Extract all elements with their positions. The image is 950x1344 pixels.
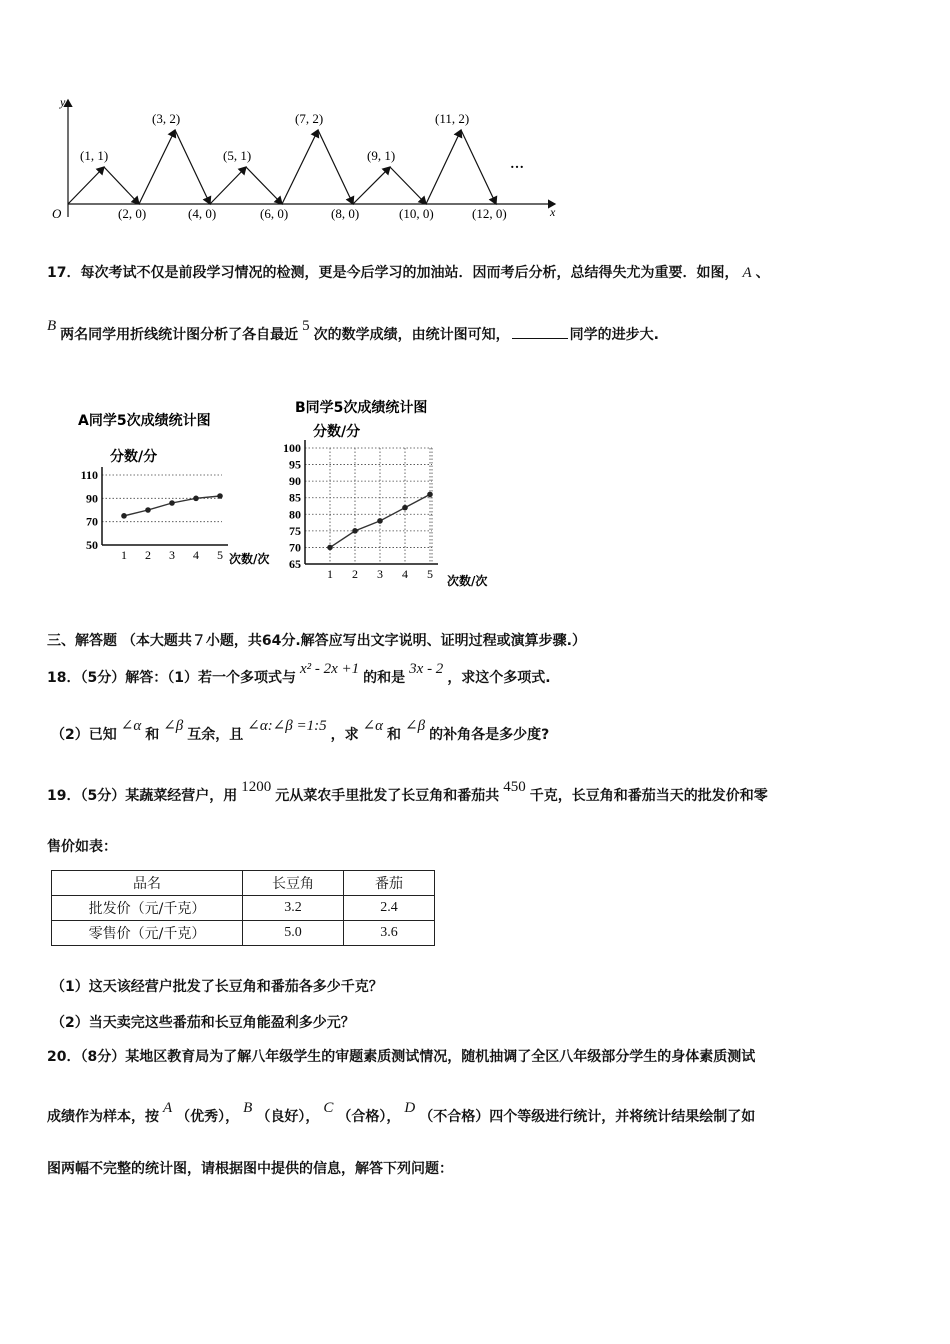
var-a: A — [742, 265, 752, 281]
chart-b-xlabel: 次数/次 — [447, 574, 488, 588]
q18-part1: 18．（5分）解答：（1）若一个多项式与x² - 2x +1的和是3x - 2，求这个多项式. — [47, 661, 551, 686]
y-tick-label: 65 — [289, 557, 301, 571]
data-point — [145, 507, 151, 513]
data-point — [402, 505, 408, 511]
x-tick-label: 1 — [327, 567, 333, 581]
angle-beta: ∠β — [405, 718, 426, 734]
data-point — [377, 518, 383, 524]
q19-line2: 售价如表： — [47, 839, 117, 855]
ellipsis: … — [510, 157, 524, 172]
y-tick-label: 50 — [86, 538, 98, 552]
point-label: (2, 0) — [118, 206, 147, 221]
point-label: (10, 0) — [399, 206, 434, 221]
x-axis-label: x — [550, 205, 556, 219]
point-label: (8, 0) — [331, 206, 360, 221]
x-tick-label: 2 — [145, 548, 151, 562]
point-label: (5, 1) — [223, 148, 252, 163]
y-tick-label: 80 — [289, 507, 301, 522]
point-label: (9, 1) — [367, 148, 396, 163]
chart-b-ylabel: 分数/分 — [313, 424, 361, 440]
data-point — [193, 496, 199, 502]
zigzag-figure — [40, 92, 570, 227]
y-tick-label: 70 — [289, 540, 301, 555]
angle-beta: ∠β — [163, 718, 184, 734]
grade-d: D — [404, 1100, 416, 1116]
table-cell: 3.2 — [243, 896, 344, 921]
y-tick-label: 95 — [289, 457, 301, 472]
q17-line1: 17．每次考试不仅是前段学习情况的检测，更是今后学习的加油站．因而考后分析，总结得失尤为重要．如图， A 、 — [47, 265, 770, 281]
x-tick-label: 2 — [352, 567, 358, 581]
data-point — [352, 528, 358, 534]
y-tick-label: 110 — [80, 468, 98, 482]
num-5: 5 — [302, 318, 310, 334]
y-tick-label: 85 — [289, 490, 301, 505]
q19-sub1: （1）这天该经营户批发了长豆角和番茄各多少千克？ — [51, 979, 383, 995]
q20-line2: 成绩作为样本，按A（优秀），B（良好），C（合格），D（不合格）四个等级进行统计，并将统计结果绘制了如 — [47, 1100, 756, 1125]
table-header: 品名 — [52, 871, 243, 896]
data-point — [327, 545, 333, 551]
table-header: 长豆角 — [243, 871, 344, 896]
data-point — [217, 493, 223, 499]
y-tick-label: 90 — [289, 474, 301, 489]
zigzag-path — [68, 130, 496, 204]
num-1200: 1200 — [241, 779, 272, 795]
table-row — [52, 921, 435, 946]
point-label: (12, 0) — [472, 206, 507, 221]
chart-a-ylabel: 分数/分 — [110, 449, 158, 465]
answer-blank[interactable] — [512, 326, 568, 339]
angle-alpha: ∠α — [120, 718, 142, 734]
chart-b-title: B同学5次成绩统计图 — [295, 400, 428, 416]
point-label: (4, 0) — [188, 206, 217, 221]
data-point — [427, 492, 433, 498]
data-point — [121, 513, 127, 519]
chart-a-title: A同学5次成绩统计图 — [78, 413, 211, 429]
grade-b: B — [243, 1100, 253, 1116]
data-point — [169, 500, 175, 506]
x-tick-label: 4 — [193, 548, 199, 562]
chart-a-xlabel: 次数/次 — [229, 552, 270, 566]
table-cell: 3.6 — [344, 921, 435, 946]
table-cell: 2.4 — [344, 896, 435, 921]
point-label: (3, 2) — [152, 111, 181, 126]
y-tick-label: 75 — [289, 523, 301, 538]
q19-sub2: （2）当天卖完这些番茄和长豆角能盈利多少元？ — [51, 1015, 355, 1031]
series-line — [124, 496, 220, 516]
price-table — [51, 870, 435, 946]
q20-line3: 图两幅不完整的统计图，请根据图中提供的信息，解答下列问题： — [47, 1161, 453, 1177]
expr-sum: 3x - 2 — [409, 661, 444, 677]
x-tick-label: 3 — [377, 567, 383, 581]
y-tick-label: 100 — [283, 441, 301, 455]
q17-line2: B两名同学用折线统计图分析了各自最近5次的数学成绩，由统计图可知， 同学的进步大. — [47, 318, 659, 343]
grade-c: C — [323, 1100, 334, 1116]
var-b: B — [47, 318, 57, 334]
table-header-row — [52, 871, 435, 896]
table-header: 番茄 — [344, 871, 435, 896]
y-tick-label: 90 — [86, 491, 98, 506]
expr-polynomial: x² - 2x +1 — [299, 661, 360, 677]
q19-line1: 19．（5分）某蔬菜经营户，用1200元从菜农手里批发了长豆角和番茄共450千克，长豆角和番茄当天的批发价和零 — [47, 779, 768, 804]
table-cell: 5.0 — [243, 921, 344, 946]
y-tick-label: 70 — [86, 514, 98, 529]
x-tick-label: 3 — [169, 548, 175, 562]
origin-label: O — [52, 206, 62, 221]
chart-b — [275, 392, 510, 592]
section-3-heading: 三、解答题 （本大题共７小题，共64分.解答应写出文字说明、证明过程或演算步骤.） — [47, 633, 586, 649]
point-label: (1, 1) — [80, 148, 109, 163]
q20-line1: 20．（8分）某地区教育局为了解八年级学生的审题素质测试情况，随机抽调了全区八年级部分学生的身体素质测试 — [47, 1049, 756, 1065]
angle-ratio: ∠α:∠β =1:5 — [247, 718, 327, 734]
x-tick-label: 1 — [121, 548, 127, 562]
num-450: 450 — [503, 779, 526, 795]
x-tick-label: 5 — [427, 567, 433, 581]
table-row — [52, 896, 435, 921]
grade-a: A — [163, 1100, 173, 1116]
point-label: (11, 2) — [435, 111, 470, 126]
q18-part2: （2）已知∠α和∠β互余，且∠α:∠β =1:5，求∠α和∠β的补角各是多少度? — [51, 718, 550, 743]
x-tick-label: 5 — [217, 548, 223, 562]
point-label: (7, 2) — [295, 111, 324, 126]
y-axis-label: y — [60, 95, 66, 109]
table-cell: 批发价（元/千克） — [52, 896, 243, 921]
table-cell: 零售价（元/千克） — [52, 921, 243, 946]
point-label: (6, 0) — [260, 206, 289, 221]
x-tick-label: 4 — [402, 567, 408, 581]
chart-a — [72, 405, 287, 575]
angle-alpha: ∠α — [362, 718, 384, 734]
